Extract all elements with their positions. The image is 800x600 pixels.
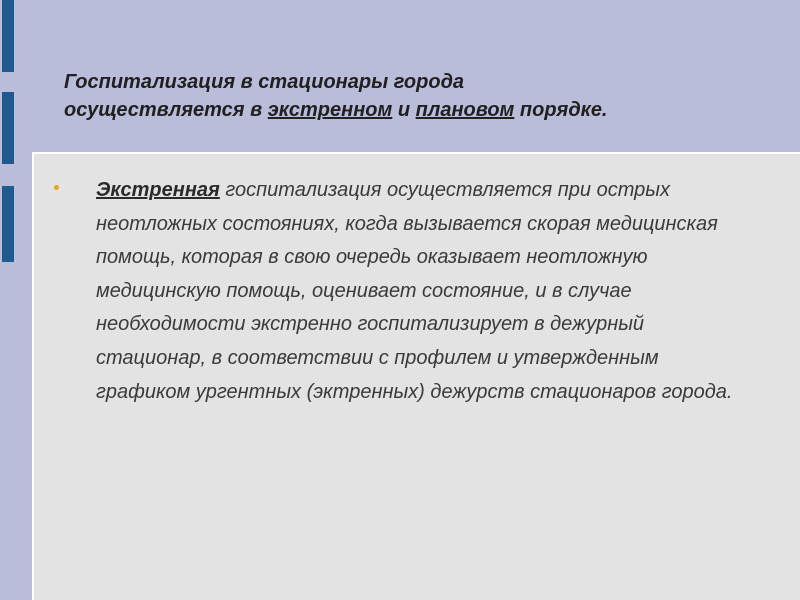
bullet-text [96,174,736,409]
decorative-stripe-2 [2,92,14,164]
title-line-2-suffix: порядке. [514,99,608,121]
bullet-lead-word: Экстренная [96,179,220,201]
content-panel [32,152,800,600]
title-connector: и [392,99,416,121]
slide-title [64,68,764,124]
decorative-stripe-3 [2,186,14,262]
title-line-1: Госпитализация в стационары города [64,71,465,93]
decorative-stripe-1 [2,0,14,72]
bullet-dot-icon [54,185,59,190]
title-emphasis-planned: плановом [415,99,515,121]
bullet-body: госпитализация осуществляется при острых неотложных состояниях, когда вызывается скорая медицинская помощь, которая в свою очередь оказывает неотложную медицинскую помощь, оценивает состояние, и в случае необходимости экстренно госпитализирует в дежурный стационар, в соответствии с профилем и утвержденным графиком ургентных (эктренных) дежурств стационаров города. [96,179,733,403]
bullet-item [54,174,744,409]
title-line-2-prefix: осуществляется в [64,99,268,121]
title-emphasis-emergency: экстренном [267,99,393,121]
left-decoration [0,0,18,270]
